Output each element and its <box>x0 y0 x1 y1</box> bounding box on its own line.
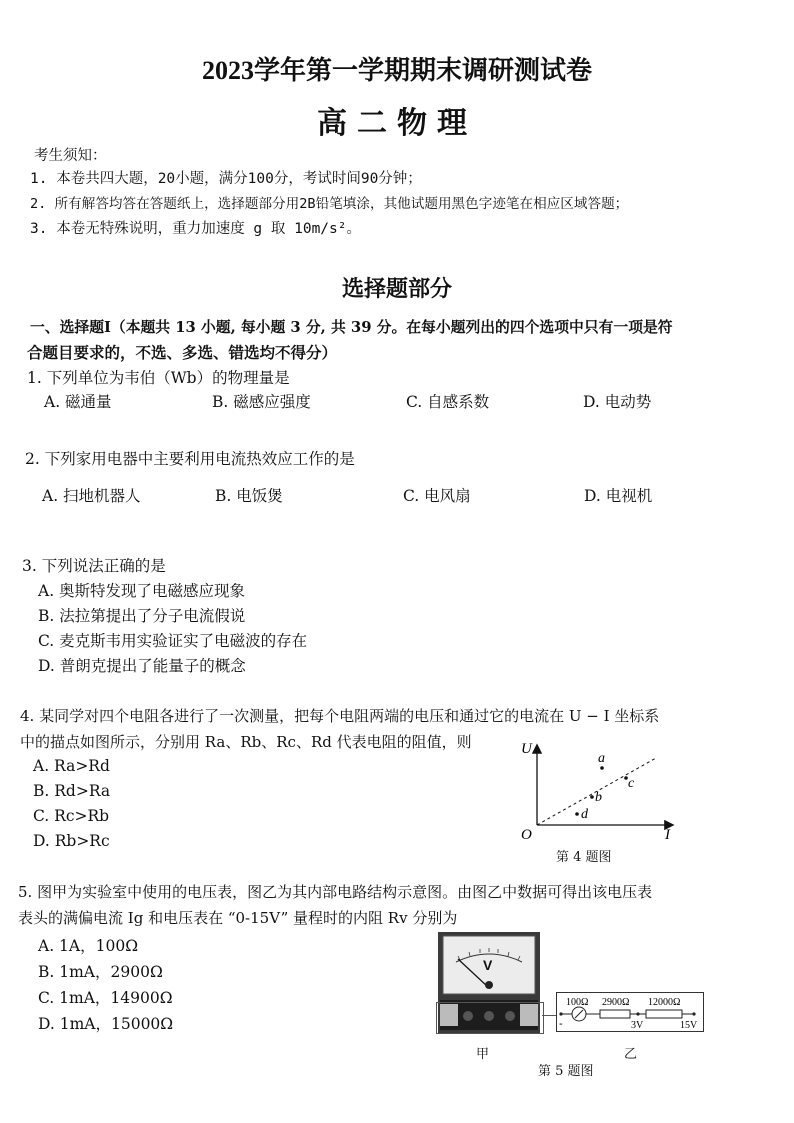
q2-option-d: D. 电视机 <box>584 487 653 505</box>
circuit-diagram <box>556 992 704 1032</box>
point-d-label: d <box>581 807 588 822</box>
q4-stem-line2: 中的描点如图所示，分别用 Ra、Rb、Rc、Rd 代表电阻的阻值，则 <box>20 733 472 751</box>
i-axis-label: I <box>665 827 670 843</box>
q5-stem-line2: 表头的满偏电流 Ig 和电压表在 “0-15V” 量程时的内阻 Rv 分别为 <box>18 909 458 927</box>
q3-option-b: B. 法拉第提出了分子电流假说 <box>38 607 246 625</box>
point-d <box>575 812 579 816</box>
origin-label: O <box>521 827 532 843</box>
resistor-2900 <box>600 1010 630 1018</box>
r1-label: 100Ω <box>566 997 589 1008</box>
u-axis-label: U <box>521 741 532 757</box>
q1-option-a: A. 磁通量 <box>44 393 112 411</box>
q5-option-b: B. 1mA，2900Ω <box>38 963 163 981</box>
q3-stem: 3. 下列说法正确的是 <box>22 557 166 575</box>
r3-label: 12000Ω <box>648 997 681 1008</box>
point-c-label: c <box>628 776 635 791</box>
point-a-label: a <box>598 751 605 766</box>
q4-figure-caption: 第 4 题图 <box>556 850 612 865</box>
exam-title: 2023学年第一学期期末调研测试卷 <box>201 56 592 85</box>
q5-option-d: D. 1mA，15000Ω <box>38 1015 174 1033</box>
resistor-12000 <box>646 1010 682 1018</box>
q3-option-a: A. 奥斯特发现了电磁感应现象 <box>38 582 246 600</box>
q5-option-a: A. 1A，100Ω <box>38 937 139 955</box>
part1-heading-line2: 合题目要求的，不选、多选、错选均不得分） <box>27 343 338 362</box>
q1-option-c: C. 自感系数 <box>406 393 490 411</box>
terminal-3v: 3V <box>631 1020 644 1031</box>
ui-graph-figure <box>510 738 690 844</box>
q1-option-d: D. 电动势 <box>583 393 652 411</box>
q4-option-b: B. Rd>Ra <box>33 782 111 800</box>
notice-item-3: 3. 本卷无特殊说明，重力加速度 g 取 10m/s²。 <box>30 221 361 237</box>
terminal-15v: 15V <box>680 1020 698 1031</box>
q3-option-c: C. 麦克斯韦用实验证实了电磁波的存在 <box>38 632 308 650</box>
q4-option-c: C. Rc>Rb <box>33 807 110 825</box>
q4-option-a: A. Ra>Rd <box>33 757 110 775</box>
connector-line <box>542 1015 556 1016</box>
notice-heading: 考生须知： <box>34 148 107 164</box>
q3-option-d: D. 普朗克提出了能量子的概念 <box>38 657 246 675</box>
notice-item-2: 2. 所有解答均答在答题纸上，选择题部分用2B铅笔填涂，其他试题用黑色字迹笔在相应区域答题； <box>30 196 629 212</box>
q1-option-b: B. 磁感应强度 <box>212 393 311 411</box>
q1-stem: 1. 下列单位为韦伯（Wb）的物理量是 <box>27 369 290 387</box>
section-title: 选择题部分 <box>341 276 452 301</box>
q4-option-d: D. Rb>Rc <box>33 832 110 850</box>
part1-heading-line1: 一、选择题Ⅰ（本题共 13 小题, 每小题 3 分, 共 39 分。在每小题列出的四个选项中只有一项是符 <box>30 319 673 336</box>
q4-stem-line1: 4. 某同学对四个电阻各进行了一次测量，把每个电阻两端的电压和通过它的电流在 U − I 坐标系 <box>20 707 660 725</box>
point-a <box>600 766 604 770</box>
point-b-label: b <box>595 790 602 805</box>
meter-label: V <box>483 957 493 973</box>
q5-figure-caption: 第 5 题图 <box>538 1064 594 1079</box>
q5-stem-line1: 5. 图甲为实验室中使用的电压表，图乙为其内部电路结构示意图。由图乙中数据可得出该电压表 <box>18 883 653 901</box>
point-b <box>590 795 594 799</box>
q2-option-b: B. 电饭煲 <box>215 487 283 505</box>
terminal-highlight-box <box>436 1002 544 1034</box>
subject-title: 高二物理 <box>317 107 477 140</box>
notice-item-1: 1. 本卷共四大题，20小题，满分100分，考试时间90分钟； <box>30 171 422 187</box>
q2-stem: 2. 下列家用电器中主要利用电流热效应工作的是 <box>25 450 355 468</box>
q5-option-c: C. 1mA，14900Ω <box>38 989 173 1007</box>
minus-terminal: - <box>559 1018 563 1030</box>
q2-option-a: A. 扫地机器人 <box>42 487 141 505</box>
figure-label-jia: 甲 <box>476 1047 490 1062</box>
q2-option-c: C. 电风扇 <box>403 487 471 505</box>
figure-label-yi: 乙 <box>624 1047 638 1062</box>
r2-label: 2900Ω <box>602 997 630 1008</box>
